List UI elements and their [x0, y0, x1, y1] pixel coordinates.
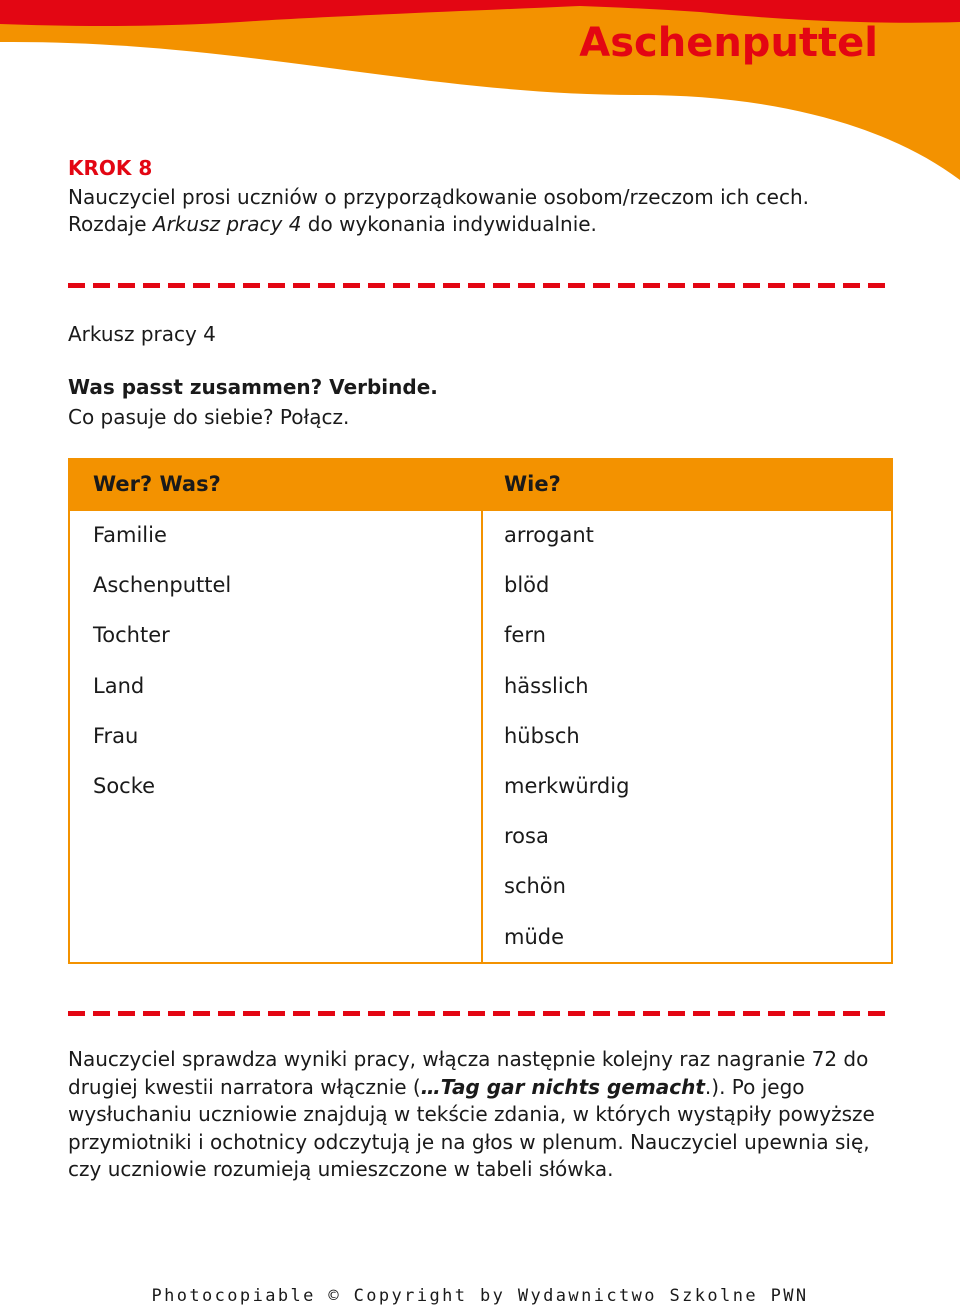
adjective-item: hübsch	[504, 723, 580, 748]
dashed-divider-top	[68, 283, 892, 288]
adjective-item: blöd	[504, 573, 550, 598]
noun-item: Frau	[93, 723, 139, 748]
noun-item: Socke	[93, 773, 156, 798]
adjective-item: hässlich	[504, 673, 589, 698]
noun-item: Land	[93, 673, 145, 698]
outro-text-2: .). Po jego wysłuchaniu uczniowie znajdują w tekście zdania, w których wystąpiły powyższe przymiotniki i ochotnicy odczytują je na głos w plenum. Nauczyciel upewnia się, czy uczniowie rozumieją umieszczone w tabeli słówka.	[68, 1074, 875, 1181]
table-header-how: Wie?	[504, 472, 561, 496]
adjective-item: arrogant	[504, 523, 594, 547]
noun-item: Aschenputtel	[93, 573, 232, 598]
table-column-divider	[481, 511, 483, 962]
adjective-item: schön	[504, 874, 566, 899]
adjective-item: rosa	[504, 824, 549, 849]
adjectives-column	[504, 522, 629, 974]
outro-italic: …Tag gar nichts gemacht	[420, 1074, 705, 1099]
adjective-item: fern	[504, 623, 546, 648]
matching-table	[68, 458, 893, 964]
question-polish: Co pasuje do siebie? Połącz.	[68, 405, 350, 429]
noun-item: Tochter	[93, 623, 170, 648]
intro-text-2: do wykonania indywidualnie.	[301, 212, 597, 236]
step-title: KROK 8	[68, 156, 153, 180]
intro-text-1: Nauczyciel prosi uczniów o przyporządkowanie osobom/rzeczom ich cech. Rozdaje	[68, 185, 810, 236]
noun-item: Familie	[93, 523, 167, 547]
intro-italic: Arkusz pracy 4	[152, 212, 302, 236]
step-intro	[68, 184, 890, 238]
copyright-footer: Photocopiable © Copyright by Wydawnictwo Szkolne PWN	[151, 1286, 809, 1306]
dashed-divider-bottom	[68, 1011, 892, 1016]
outro-paragraph	[68, 1046, 890, 1184]
adjective-item: merkwürdig	[504, 773, 630, 798]
outro-text-1: Nauczyciel sprawdza wyniki pracy, włącza następnie kolejny raz nagranie 72 do drugiej kwestii narratora włącznie (	[68, 1047, 869, 1099]
worksheet-label: Arkusz pracy 4	[68, 322, 216, 346]
table-header-who-what: Wer? Was?	[93, 472, 221, 496]
adjective-item: müde	[504, 924, 565, 949]
header-title: Aschenputtel	[579, 20, 878, 66]
nouns-column	[93, 522, 231, 823]
question-german: Was passt zusammen? Verbinde.	[68, 375, 438, 399]
